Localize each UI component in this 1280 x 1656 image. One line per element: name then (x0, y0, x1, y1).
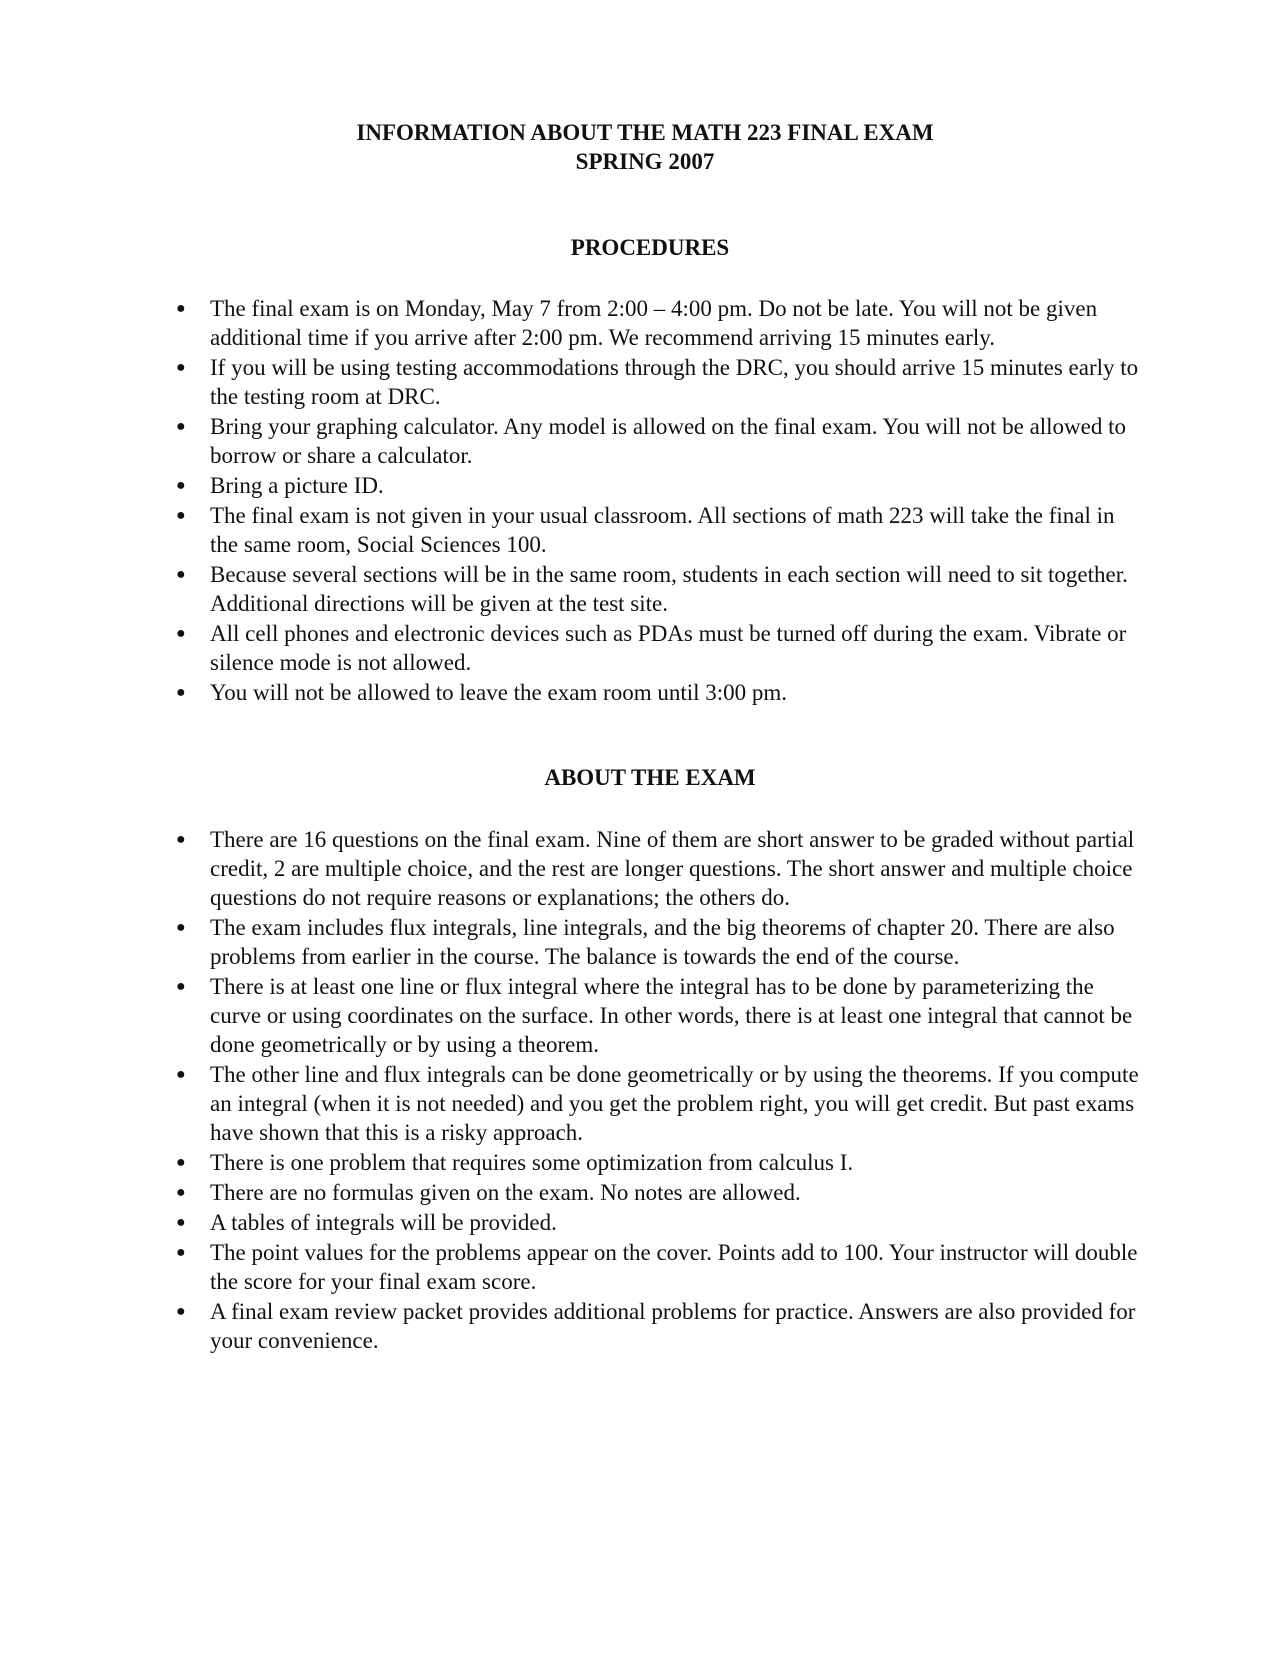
bullet-icon: ● (176, 625, 186, 642)
bullet-icon: ● (176, 477, 186, 494)
list-item (0, 353, 1140, 411)
list-item-text: Bring your graphing calculator. Any model is allowed on the final exam. You will not be allowed to borrow or share a calculator. (210, 414, 1127, 468)
list-item-text: All cell phones and electronic devices such as PDAs must be turned off during the exam. Vibrate or silence mode is not allowed. (210, 621, 1127, 675)
bullet-icon: ● (176, 684, 186, 701)
list-item-text: There are 16 questions on the final exam. Nine of them are short answer to be graded without partial credit, 2 are multiple choice, and the rest are longer questions. The short answer and multiple choice questions do not require reasons or explanations; the others do. (210, 827, 1135, 910)
list-item-text: A tables of integrals will be provided. (210, 1210, 557, 1235)
list-item-text: There is at least one line or flux integral where the integral has to be done by parameterizing the curve or using coordinates on the surface. In other words, there is at least one integral that cannot be done geometrically or by using a theorem. (210, 974, 1133, 1057)
bullet-icon: ● (176, 1066, 186, 1083)
list-item-text: A final exam review packet provides additional problems for practice. Answers are also provided for your convenience. (210, 1299, 1136, 1353)
list-item (0, 1238, 1140, 1296)
list-item (0, 501, 1140, 559)
bullet-icon: ● (176, 1214, 186, 1231)
bullet-icon: ● (176, 418, 186, 435)
bullet-icon: ● (176, 1303, 186, 1320)
procedures-heading: PROCEDURES (570, 235, 730, 260)
about-exam-heading: ABOUT THE EXAM (544, 765, 756, 790)
title-line-2: SPRING 2007 (575, 149, 715, 174)
list-item-text: Because several sections will be in the same room, students in each section will need to sit together. Additional directions will be given at the test site. (210, 562, 1128, 616)
bullet-icon: ● (176, 1244, 186, 1261)
document-title (0, 118, 1280, 176)
list-item (0, 471, 1140, 500)
bullet-icon: ● (176, 566, 186, 583)
list-item (0, 1060, 1140, 1147)
bullet-icon: ● (176, 359, 186, 376)
list-item-text: The point values for the problems appear on the cover. Points add to 100. Your instructor will double the score for your final exam score. (210, 1240, 1138, 1294)
list-item-text: Bring a picture ID. (210, 473, 384, 498)
list-item-text: There is one problem that requires some optimization from calculus I. (210, 1150, 854, 1175)
bullet-icon: ● (176, 1184, 186, 1201)
list-item (0, 560, 1140, 618)
list-item (0, 1208, 1140, 1237)
list-item-text: The exam includes flux integrals, line integrals, and the big theorems of chapter 20. There are also problems from earlier in the course. The balance is towards the end of the course. (210, 915, 1115, 969)
bullet-icon: ● (176, 978, 186, 995)
procedures-list (0, 294, 1280, 708)
list-item-text: There are no formulas given on the exam. No notes are allowed. (210, 1180, 801, 1205)
list-item (0, 294, 1140, 352)
bullet-icon: ● (176, 300, 186, 317)
list-item-text: You will not be allowed to leave the exam room until 3:00 pm. (210, 680, 788, 705)
list-item (0, 1148, 1140, 1177)
bullet-icon: ● (176, 507, 186, 524)
list-item-text: The final exam is not given in your usual classroom. All sections of math 223 will take the final in the same room, Social Sciences 100. (210, 503, 1115, 557)
list-item (0, 1178, 1140, 1207)
list-item (0, 619, 1140, 677)
list-item (0, 972, 1140, 1059)
bullet-icon: ● (176, 1154, 186, 1171)
list-item (0, 412, 1140, 470)
list-item (0, 1297, 1140, 1355)
list-item-text: The other line and flux integrals can be done geometrically or by using the theorems. If you compute an integral (when it is not needed) and you get the problem right, you will get credit. But past exams have shown that this is a risky approach. (210, 1062, 1139, 1145)
title-line-1: INFORMATION ABOUT THE MATH 223 FINAL EXAM (356, 120, 934, 145)
bullet-icon: ● (176, 831, 186, 848)
list-item-text: If you will be using testing accommodations through the DRC, you should arrive 15 minutes early to the testing room at DRC. (210, 355, 1139, 409)
list-item (0, 678, 1140, 707)
list-item (0, 913, 1140, 971)
list-item-text: The final exam is on Monday, May 7 from 2:00 – 4:00 pm. Do not be late. You will not be given additional time if you arrive after 2:00 pm. We recommend arriving 15 minutes early. (210, 296, 1098, 350)
about-exam-list (0, 825, 1280, 1356)
list-item (0, 825, 1140, 912)
bullet-icon: ● (176, 919, 186, 936)
